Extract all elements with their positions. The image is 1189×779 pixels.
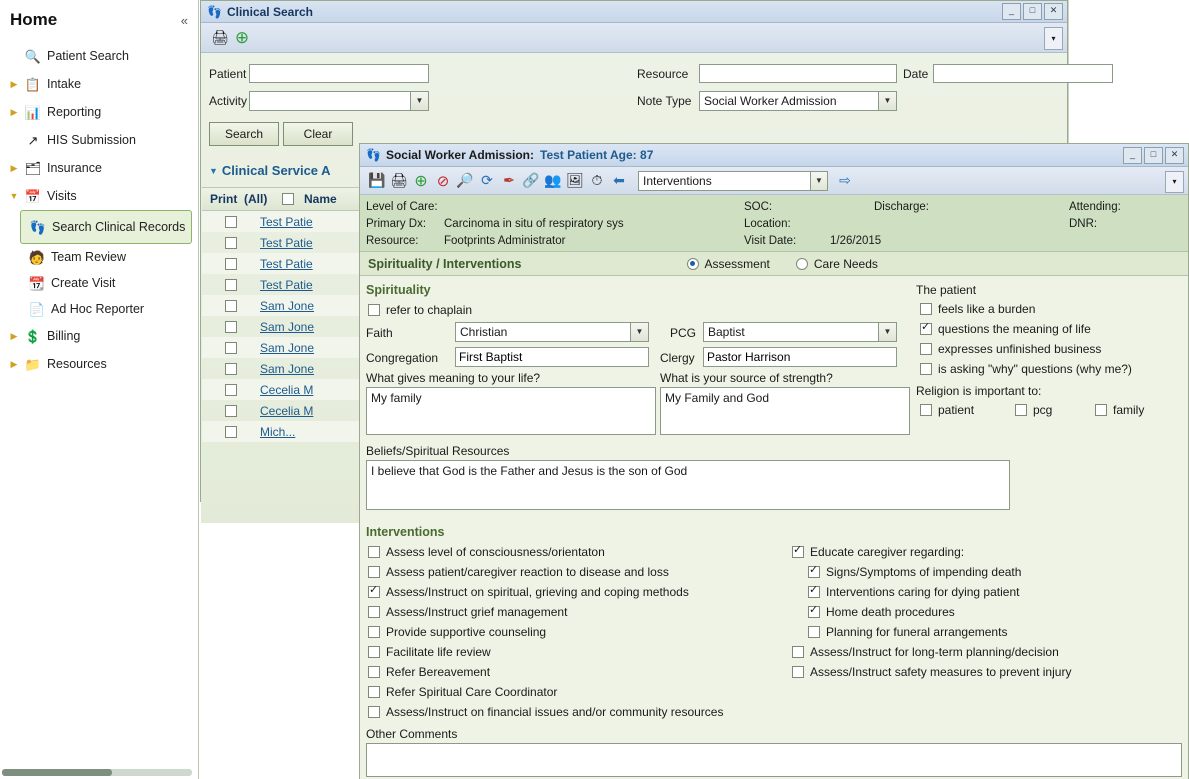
sidebar-item-visits[interactable] [0, 182, 198, 210]
expand-arrow-icon[interactable]: ▶ [10, 162, 18, 173]
patient-burden-row[interactable] [920, 302, 1035, 316]
assessment-label: Assessment [704, 256, 770, 271]
sidebar-item-label: Intake [47, 77, 82, 91]
attending-label: Attending: [1069, 200, 1121, 213]
row-print-checkbox[interactable] [202, 363, 260, 375]
row-print-checkbox[interactable] [202, 405, 260, 417]
expand-arrow-icon[interactable]: ▶ [10, 78, 18, 89]
toolbar-overflow-dropdown-icon[interactable]: ▾ [1044, 27, 1063, 50]
religion-family-label: family [1113, 403, 1145, 417]
clinical-service-section-header[interactable] [209, 163, 331, 178]
patient-unfinished-label: expresses unfinished business [938, 342, 1102, 356]
swa-titlebar [360, 144, 1188, 167]
info-row-1 [366, 198, 1188, 215]
patient-burden-label: feels like a burden [938, 302, 1036, 316]
congregation-label: Congregation [366, 351, 439, 365]
sidebar-item-patient-search[interactable] [0, 42, 198, 70]
note-type-value: Social Worker Admission [704, 94, 837, 108]
print-icon[interactable]: 🖨 [211, 29, 229, 45]
collapse-arrow-icon[interactable]: ▼ [9, 191, 19, 201]
sidebar-item-intake[interactable] [0, 70, 198, 98]
left-nav-header [0, 0, 198, 40]
collapse-sidebar-icon[interactable]: « [180, 12, 188, 28]
window-controls [1002, 3, 1067, 20]
intervention-bereavement-checkbox[interactable] [368, 666, 380, 678]
swa-title-patient: Test Patient Age: 87 [540, 148, 654, 162]
sidebar-item-his-submission[interactable] [0, 126, 198, 154]
intervention-counseling-label: Provide supportive counseling [386, 625, 547, 639]
patient-input[interactable] [249, 64, 429, 83]
row-print-checkbox[interactable] [202, 321, 260, 333]
left-nav-footer [0, 765, 199, 779]
beliefs-textarea[interactable] [366, 460, 1010, 510]
primary-dx-value: Carcinoma in situ of respiratory sys [444, 217, 624, 230]
resource-label: Resource: [366, 234, 419, 247]
patient-name-link[interactable]: Sam Jone [260, 361, 315, 376]
scrollbar-thumb[interactable] [2, 769, 112, 776]
sidebar-item-label: Billing [47, 329, 81, 343]
intervention-spiritual-coordinator-checkbox[interactable] [368, 686, 380, 698]
educate-caregiver-checkbox[interactable] [792, 546, 804, 558]
swa-toolbar [360, 167, 1188, 195]
sidebar-item-reporting[interactable] [0, 98, 198, 126]
chevron-down-icon[interactable]: ▼ [878, 92, 896, 110]
other-comments-label: Other Comments [366, 727, 458, 741]
cancel-icon[interactable]: ⊘ [436, 172, 450, 190]
page-title: Home [10, 10, 58, 29]
people-icon: 🧑 [28, 249, 46, 265]
religion-patient-label: patient [938, 403, 975, 417]
sidebar-item-label: Patient Search [47, 49, 129, 63]
strength-textarea[interactable] [660, 387, 910, 435]
intervention-counseling-row[interactable] [368, 625, 546, 639]
activity-field-group [209, 91, 429, 111]
interventions-dying-label: Interventions caring for dying patient [826, 585, 1020, 599]
signs-symptoms-row[interactable] [808, 565, 1021, 579]
resource-value: Footprints Administrator [444, 234, 566, 247]
intervention-spiritual-label: Assess/Instruct on spiritual, grieving and coping methods [386, 585, 689, 599]
resource-label: Resource [637, 66, 689, 81]
religion-important-title: Religion is important to: [916, 384, 1042, 398]
expand-arrow-icon[interactable]: ▶ [10, 330, 18, 341]
attach-icon[interactable]: 🔗 [522, 172, 540, 188]
intervention-loc-row[interactable] [368, 545, 605, 559]
select-all-checkbox[interactable] [282, 193, 294, 205]
faith-value: Christian [460, 325, 508, 339]
sidebar-item-billing[interactable] [0, 322, 198, 350]
team-icon[interactable]: 👥 [544, 172, 562, 188]
resource-field-group [637, 64, 897, 83]
intervention-counseling-checkbox[interactable] [368, 626, 380, 638]
patient-name-link[interactable]: Sam Jone [260, 298, 315, 313]
other-comments-textarea[interactable] [366, 743, 1182, 777]
note-type-label: Note Type [637, 94, 692, 108]
date-label: Date [903, 66, 929, 81]
patient-name-link[interactable]: Sam Jone [260, 340, 315, 355]
home-death-checkbox[interactable] [808, 606, 820, 618]
window-controls [1123, 147, 1188, 164]
add-icon[interactable]: ⊕ [234, 27, 250, 47]
upload-icon: ↗ [27, 132, 39, 148]
section-select[interactable] [638, 171, 828, 191]
sidebar-item-label: HIS Submission [47, 133, 136, 147]
date-field-group [903, 64, 1113, 83]
primary-dx-label: Primary Dx: [366, 217, 427, 230]
patient-info-banner [360, 195, 1188, 252]
safety-measures-label: Assess/Instruct safety measures to prevent injury [810, 665, 1072, 679]
patient-name-link[interactable]: Test Patie [260, 214, 313, 229]
clear-button[interactable]: Clear [283, 122, 353, 146]
date-input[interactable] [933, 64, 1113, 83]
patient-why-label: is asking "why" questions (why me?) [938, 362, 1132, 376]
patient-name-link[interactable]: Cecelia M [260, 403, 314, 418]
save-icon[interactable]: 💾 [368, 172, 386, 188]
home-death-label: Home death procedures [826, 605, 955, 619]
visit-date-label: Visit Date: [744, 234, 797, 247]
row-print-checkbox[interactable] [202, 216, 260, 228]
discharge-label: Discharge: [874, 200, 929, 213]
safety-measures-row[interactable] [792, 665, 1071, 679]
patient-name-link[interactable]: Mich... [260, 424, 296, 439]
intervention-grief-row[interactable] [368, 605, 567, 619]
care-needs-label: Care Needs [813, 256, 878, 271]
column-header-name: Name [304, 192, 337, 206]
sidebar-item-label: Create Visit [51, 276, 116, 290]
religion-pcg-checkbox[interactable] [1015, 404, 1027, 416]
long-term-planning-label: Assess/Instruct for long-term planning/decision [810, 645, 1059, 659]
column-header-all: (All) [244, 192, 268, 206]
sidebar-item-create-visit[interactable] [20, 270, 198, 296]
meaning-textarea[interactable] [366, 387, 656, 435]
minimize-button[interactable]: _ [1123, 147, 1142, 164]
horizontal-scrollbar[interactable] [2, 769, 192, 776]
row-print-checkbox[interactable] [202, 279, 260, 291]
religion-patient-row[interactable] [920, 403, 974, 417]
intervention-bereavement-row[interactable] [368, 665, 490, 679]
clergy-input[interactable] [703, 347, 897, 367]
sidebar-item-search-clinical-records[interactable] [20, 210, 192, 244]
expand-arrow-icon[interactable]: ▶ [10, 358, 18, 369]
spirituality-group-title: Spirituality [366, 283, 431, 297]
religion-pcg-row[interactable] [1015, 403, 1052, 417]
faith-select[interactable] [455, 322, 649, 342]
intervention-reaction-checkbox[interactable] [368, 566, 380, 578]
funeral-planning-checkbox[interactable] [808, 626, 820, 638]
pcg-label: PCG [670, 326, 697, 340]
refer-to-chaplain-row[interactable] [368, 303, 472, 317]
intervention-spiritual-checkbox[interactable] [368, 586, 380, 598]
intervention-loc-label: Assess level of consciousness/orientaton [386, 545, 605, 559]
patient-name-link[interactable]: Test Patie [260, 277, 313, 292]
interventions-dying-checkbox[interactable] [808, 586, 820, 598]
home-death-row[interactable] [808, 605, 955, 619]
expand-arrow-icon[interactable]: ▶ [10, 106, 18, 117]
note-type-select[interactable] [699, 91, 897, 111]
row-print-checkbox[interactable] [202, 258, 260, 270]
clipboard-icon: 📋 [24, 76, 42, 92]
religion-family-checkbox[interactable] [1095, 404, 1107, 416]
info-row-3 [366, 232, 1188, 249]
calendar-icon: 📅 [24, 188, 42, 204]
strength-label: What is your source of strength? [660, 371, 833, 385]
resource-input[interactable] [699, 64, 897, 83]
close-button[interactable]: ✕ [1165, 147, 1184, 164]
activity-label: Activity [209, 94, 248, 108]
clinical-search-toolbar [201, 23, 1067, 53]
clock-icon[interactable]: ⏱ [591, 172, 603, 188]
dnr-label: DNR: [1069, 217, 1098, 230]
money-icon: 💲 [24, 328, 42, 344]
patient-field-group [209, 64, 429, 83]
collapse-arrow-icon[interactable]: ▼ [209, 165, 218, 176]
clergy-label: Clergy [660, 351, 695, 365]
long-term-planning-checkbox[interactable] [792, 646, 804, 658]
chevron-down-icon[interactable]: ▼ [630, 323, 648, 341]
signature-icon[interactable]: ✒ [503, 172, 515, 188]
minimize-button[interactable]: _ [1002, 3, 1021, 20]
patient-meaning-label: questions the meaning of life [938, 322, 1091, 336]
search-icon[interactable]: 🔎 [456, 172, 474, 188]
sidebar-item-team-review[interactable] [20, 244, 198, 270]
intervention-life-review-label: Facilitate life review [386, 645, 491, 659]
patient-name-link[interactable]: Test Patie [260, 235, 313, 250]
calendar-plus-icon: 📆 [28, 275, 46, 291]
card-icon: 🗂 [24, 160, 42, 176]
intervention-grief-label: Assess/Instruct grief management [386, 605, 568, 619]
the-patient-title: The patient [916, 283, 977, 297]
sidebar-item-label: Insurance [47, 161, 102, 175]
long-term-planning-row[interactable] [792, 645, 1059, 659]
photo-icon[interactable]: 🖼 [566, 172, 584, 188]
magnifier-icon: 🔍 [24, 48, 42, 64]
intervention-spiritual-coordinator-label: Refer Spiritual Care Coordinator [386, 685, 558, 699]
row-print-checkbox[interactable] [202, 237, 260, 249]
patient-unfinished-checkbox[interactable] [920, 343, 932, 355]
footprint-icon: 👣 [207, 4, 222, 19]
intervention-financial-checkbox[interactable] [368, 706, 380, 718]
maximize-button[interactable]: □ [1023, 3, 1042, 20]
sidebar-item-label: Search Clinical Records [52, 219, 186, 234]
patient-name-link[interactable]: Cecelia M [260, 382, 314, 397]
toolbar-overflow-dropdown-icon[interactable]: ▾ [1165, 171, 1184, 193]
pcg-value: Baptist [708, 325, 745, 339]
intervention-grief-checkbox[interactable] [368, 606, 380, 618]
educate-caregiver-label: Educate caregiver regarding: [810, 545, 965, 559]
sidebar-item-label: Reporting [47, 105, 102, 119]
funeral-planning-label: Planning for funeral arrangements [826, 625, 1008, 639]
intervention-life-review-row[interactable] [368, 645, 491, 659]
interventions-dying-row[interactable] [808, 585, 1019, 599]
intervention-loc-checkbox[interactable] [368, 546, 380, 558]
congregation-input[interactable] [455, 347, 649, 367]
close-button[interactable]: ✕ [1044, 3, 1063, 20]
column-header-print: Print [210, 192, 238, 206]
safety-measures-checkbox[interactable] [792, 666, 804, 678]
footprint-icon: 👣 [366, 148, 381, 162]
footprint-icon: 👣 [29, 219, 47, 235]
intervention-life-review-checkbox[interactable] [368, 646, 380, 658]
goto-icon[interactable]: ⇨ [839, 172, 851, 188]
assessment-radio-group[interactable] [687, 257, 770, 271]
soc-label: SOC: [744, 200, 773, 213]
sidebar-item-label: Visits [47, 189, 77, 203]
section-title: Spirituality / Interventions [368, 256, 522, 271]
activity-select[interactable] [249, 91, 429, 111]
left-navigation [0, 0, 199, 779]
patient-why-row[interactable] [920, 362, 1132, 376]
meaning-label: What gives meaning to your life? [366, 371, 541, 385]
care-needs-radio-group[interactable] [796, 257, 878, 271]
funeral-planning-row[interactable] [808, 625, 1007, 639]
refresh-icon[interactable]: ⟳ [481, 172, 493, 188]
faith-label: Faith [366, 326, 393, 340]
patient-unfinished-row[interactable] [920, 342, 1101, 356]
row-print-checkbox[interactable] [202, 384, 260, 396]
swa-title-prefix: Social Worker Admission: [385, 148, 534, 162]
patient-name-link[interactable]: Test Patie [260, 256, 313, 271]
intervention-spiritual-row[interactable] [368, 585, 689, 599]
intervention-reaction-label: Assess patient/caregiver reaction to disease and loss [386, 565, 669, 579]
intervention-reaction-row[interactable] [368, 565, 669, 579]
pcg-select[interactable] [703, 322, 897, 342]
report-icon: 📄 [28, 301, 46, 317]
chevron-down-icon[interactable]: ▼ [810, 172, 827, 190]
refer-to-chaplain-checkbox[interactable] [368, 304, 380, 316]
patient-label: Patient [209, 66, 247, 81]
note-type-field-group [637, 91, 897, 111]
clinical-search-title: Clinical Search [226, 4, 313, 19]
print-icon[interactable]: 🖨 [390, 172, 408, 188]
patient-name-link[interactable]: Sam Jone [260, 319, 315, 334]
interventions-group-title: Interventions [366, 525, 445, 539]
chart-icon: 📊 [24, 104, 42, 120]
row-print-checkbox[interactable] [202, 342, 260, 354]
religion-family-row[interactable] [1095, 403, 1144, 417]
row-print-checkbox[interactable] [202, 300, 260, 312]
chevron-down-icon[interactable]: ▼ [878, 323, 896, 341]
sidebar-item-label: Team Review [51, 250, 127, 264]
swa-section-header [360, 252, 1188, 276]
intervention-bereavement-label: Refer Bereavement [386, 665, 491, 679]
sidebar-item-insurance[interactable] [0, 154, 198, 182]
sidebar-item-ad-hoc-reporter[interactable] [20, 296, 198, 322]
section-title: Clinical Service A [221, 163, 331, 178]
swa-form-content [360, 276, 1188, 779]
maximize-button[interactable]: □ [1144, 147, 1163, 164]
section-select-value: Interventions [643, 173, 712, 188]
sidebar-item-label: Ad Hoc Reporter [51, 302, 145, 316]
patient-burden-checkbox[interactable] [920, 303, 932, 315]
info-row-2 [366, 215, 1188, 232]
level-of-care-label: Level of Care: [366, 200, 438, 213]
location-label: Location: [744, 217, 791, 230]
row-print-checkbox[interactable] [202, 426, 260, 438]
beliefs-label: Beliefs/Spiritual Resources [366, 444, 510, 458]
visit-date-value: 1/26/2015 [830, 234, 882, 247]
sidebar-item-label: Resources [47, 357, 107, 371]
social-worker-admission-window [359, 143, 1189, 779]
sidebar-item-resources[interactable] [0, 350, 198, 378]
nav-list [0, 42, 198, 378]
religion-pcg-label: pcg [1033, 403, 1053, 417]
intervention-financial-row[interactable] [368, 705, 723, 719]
folder-icon: 📁 [24, 356, 42, 372]
patient-why-checkbox[interactable] [920, 363, 932, 375]
sidebar-subnav [0, 210, 198, 322]
intervention-financial-label: Assess/Instruct on financial issues and/or community resources [386, 705, 724, 719]
signs-symptoms-checkbox[interactable] [808, 566, 820, 578]
religion-patient-checkbox[interactable] [920, 404, 932, 416]
educate-caregiver-row[interactable] [792, 545, 964, 559]
patient-meaning-checkbox[interactable] [920, 323, 932, 335]
chevron-down-icon[interactable]: ▼ [410, 92, 428, 110]
clinical-search-titlebar [201, 1, 1067, 23]
search-button[interactable]: Search [209, 122, 279, 146]
add-icon[interactable]: ⊕ [414, 172, 428, 190]
intervention-spiritual-coordinator-row[interactable] [368, 685, 557, 699]
patient-meaning-row[interactable] [920, 322, 1091, 336]
back-icon[interactable]: ⬅ [613, 172, 625, 188]
signs-symptoms-label: Signs/Symptoms of impending death [826, 565, 1022, 579]
assessment-radio[interactable] [687, 258, 699, 270]
care-needs-radio[interactable] [796, 258, 808, 270]
refer-to-chaplain-label: refer to chaplain [386, 303, 473, 317]
